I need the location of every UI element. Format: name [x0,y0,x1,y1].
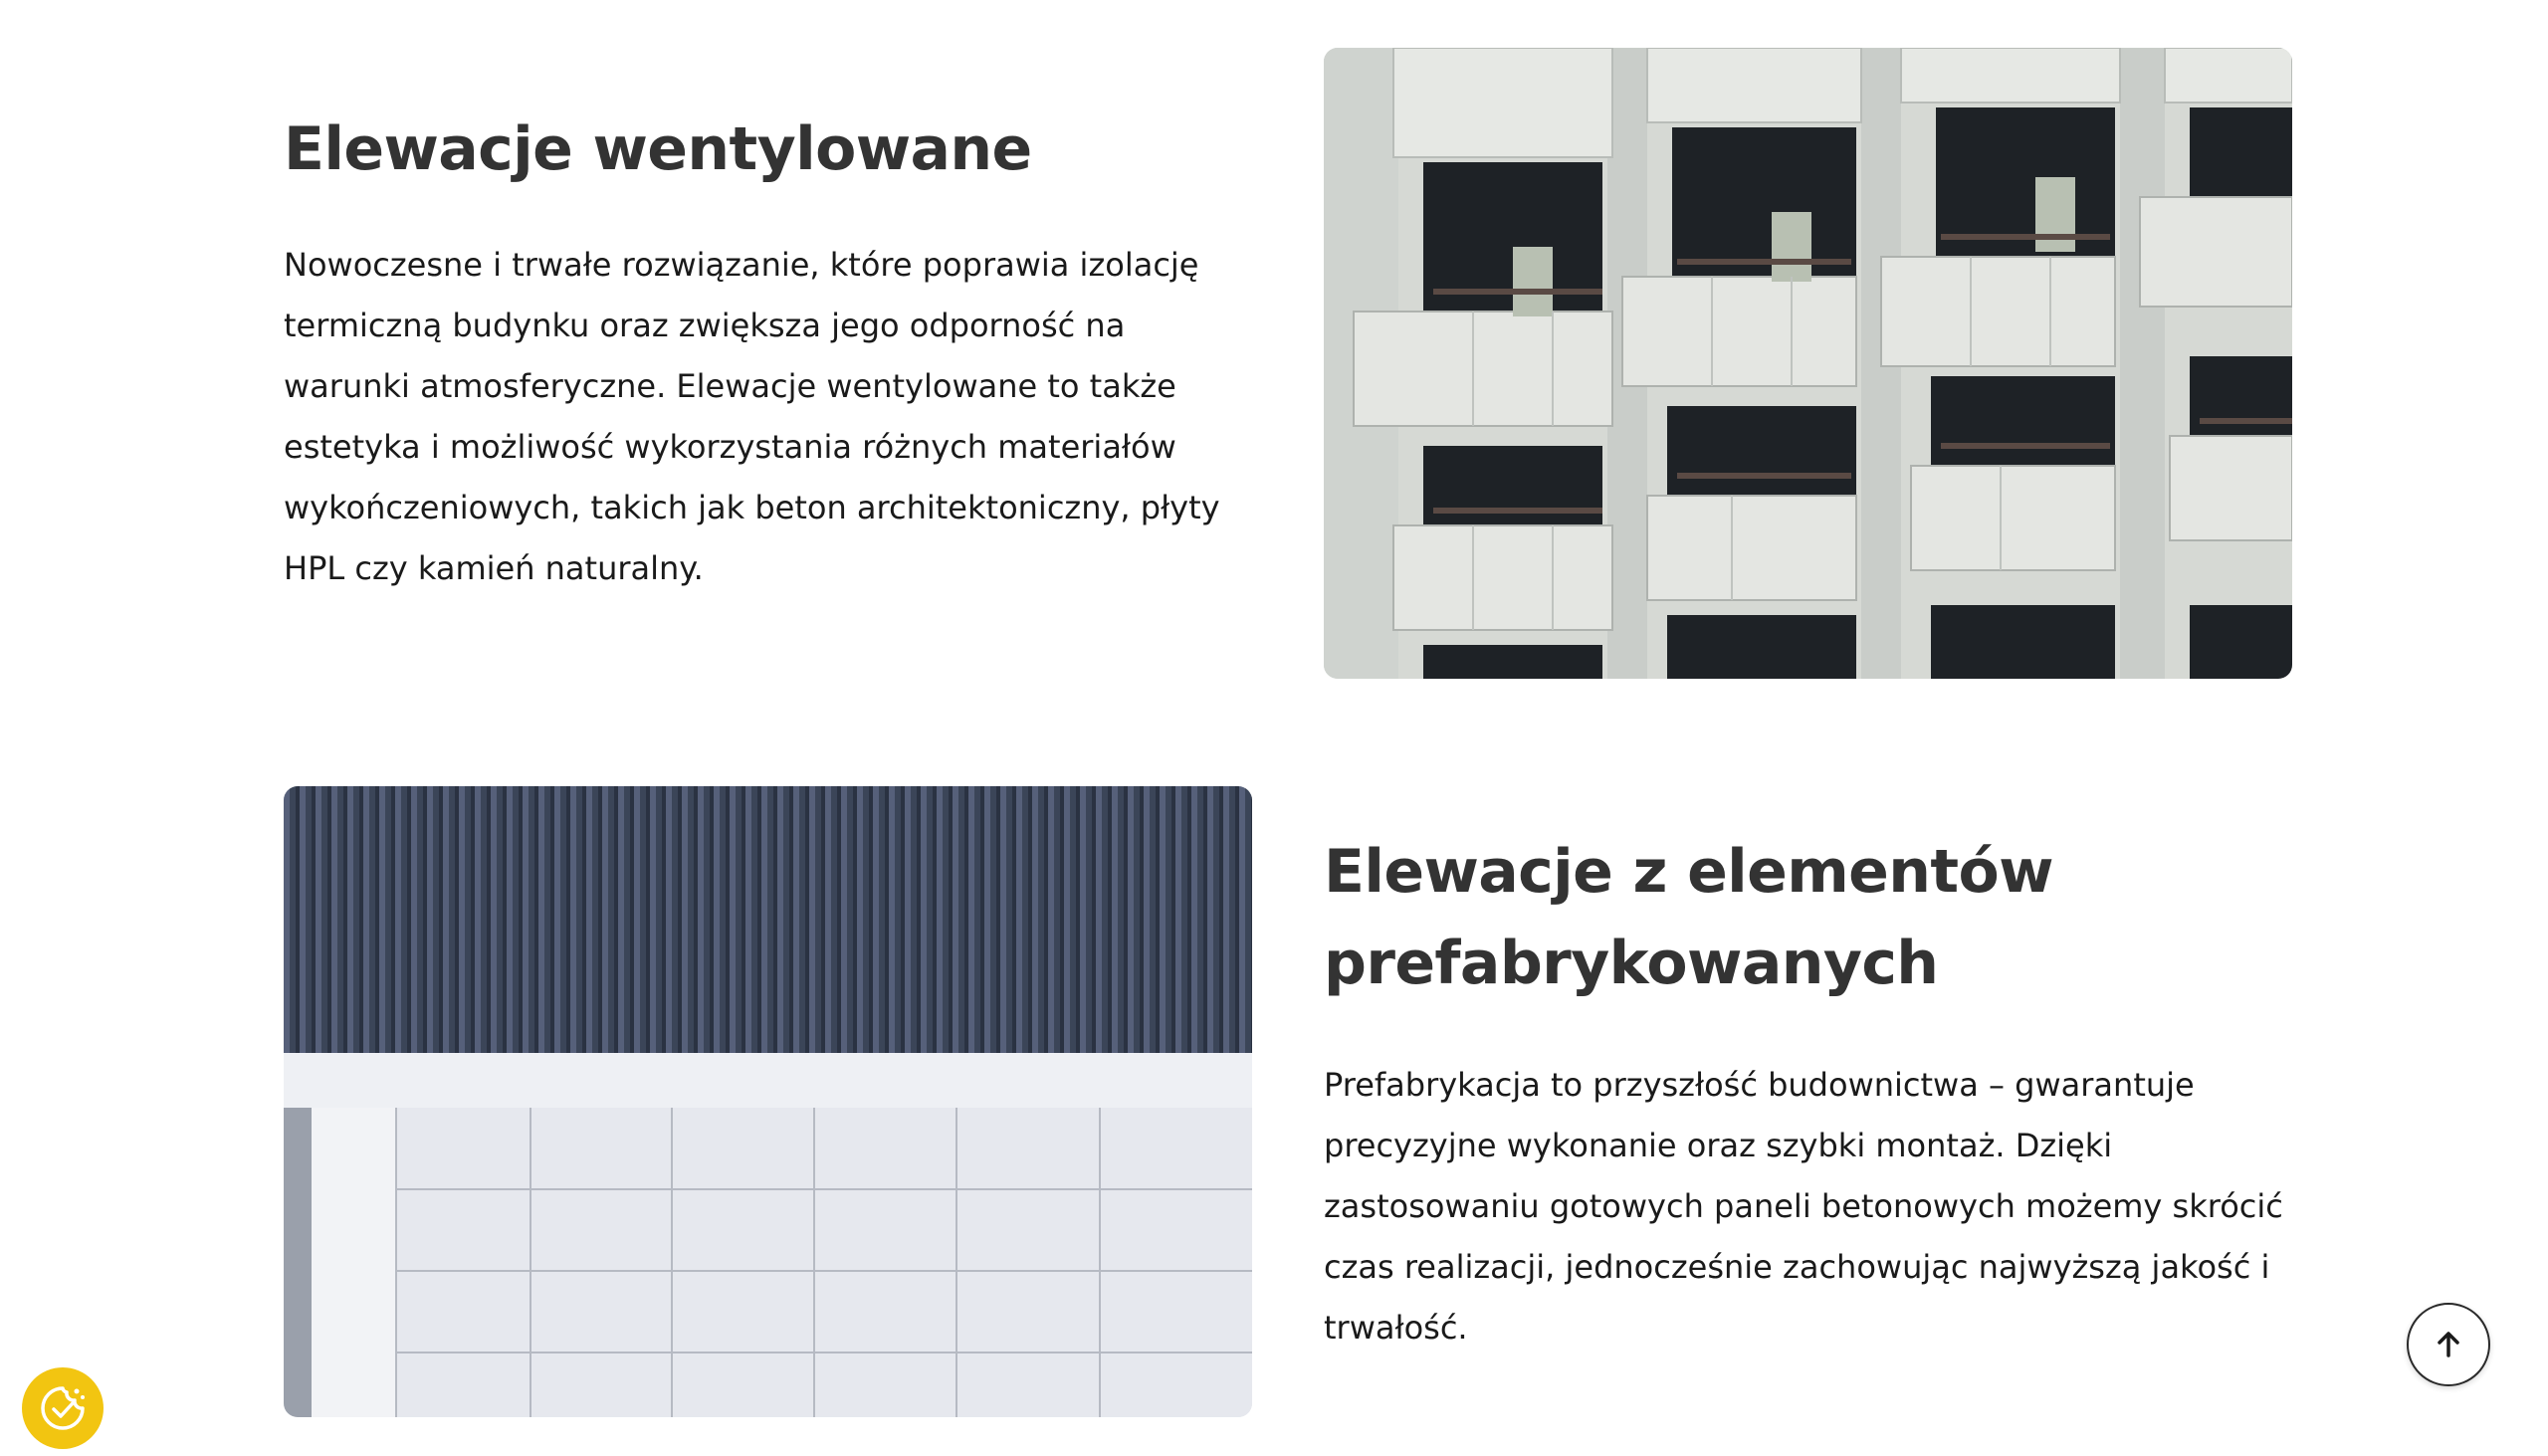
prefab-panel-wall-image [284,786,1252,1417]
scroll-to-top-button[interactable] [2407,1303,2490,1386]
cookie-settings-button[interactable] [22,1367,104,1449]
section-prefab-facades [1324,826,2309,1358]
balcony-facade-image [1324,48,2292,679]
section-ventilated-facades [284,104,1239,599]
arrow-up-icon [2434,1330,2463,1359]
section-heading: Elewacje z elementów prefabrykowanych [1324,837,2053,998]
section-description: Nowoczesne i trwałe rozwiązanie, które poprawia izolację termiczną budynku oraz zwiększa jego odporność na warunki atmosferyczne. Elewacje wentylowane to także estetyka i możliwość wykorzystania różnych materiałów wykończeniowych, takich jak beton architektoniczny, płyty HPL czy kamień naturalny. [284,246,1220,587]
section-heading: Elewacje wentylowane [284,114,1032,184]
cookie-settings-icon [37,1382,89,1434]
section-description: Prefabrykacja to przyszłość budownictwa – gwarantuje precyzyjne wykonanie oraz szybki montaż. Dzięki zastosowaniu gotowych paneli betonowych możemy skrócić czas realizacji, jednocześnie zachowując najwyższą jakość i trwałość. [1324,1066,2283,1347]
